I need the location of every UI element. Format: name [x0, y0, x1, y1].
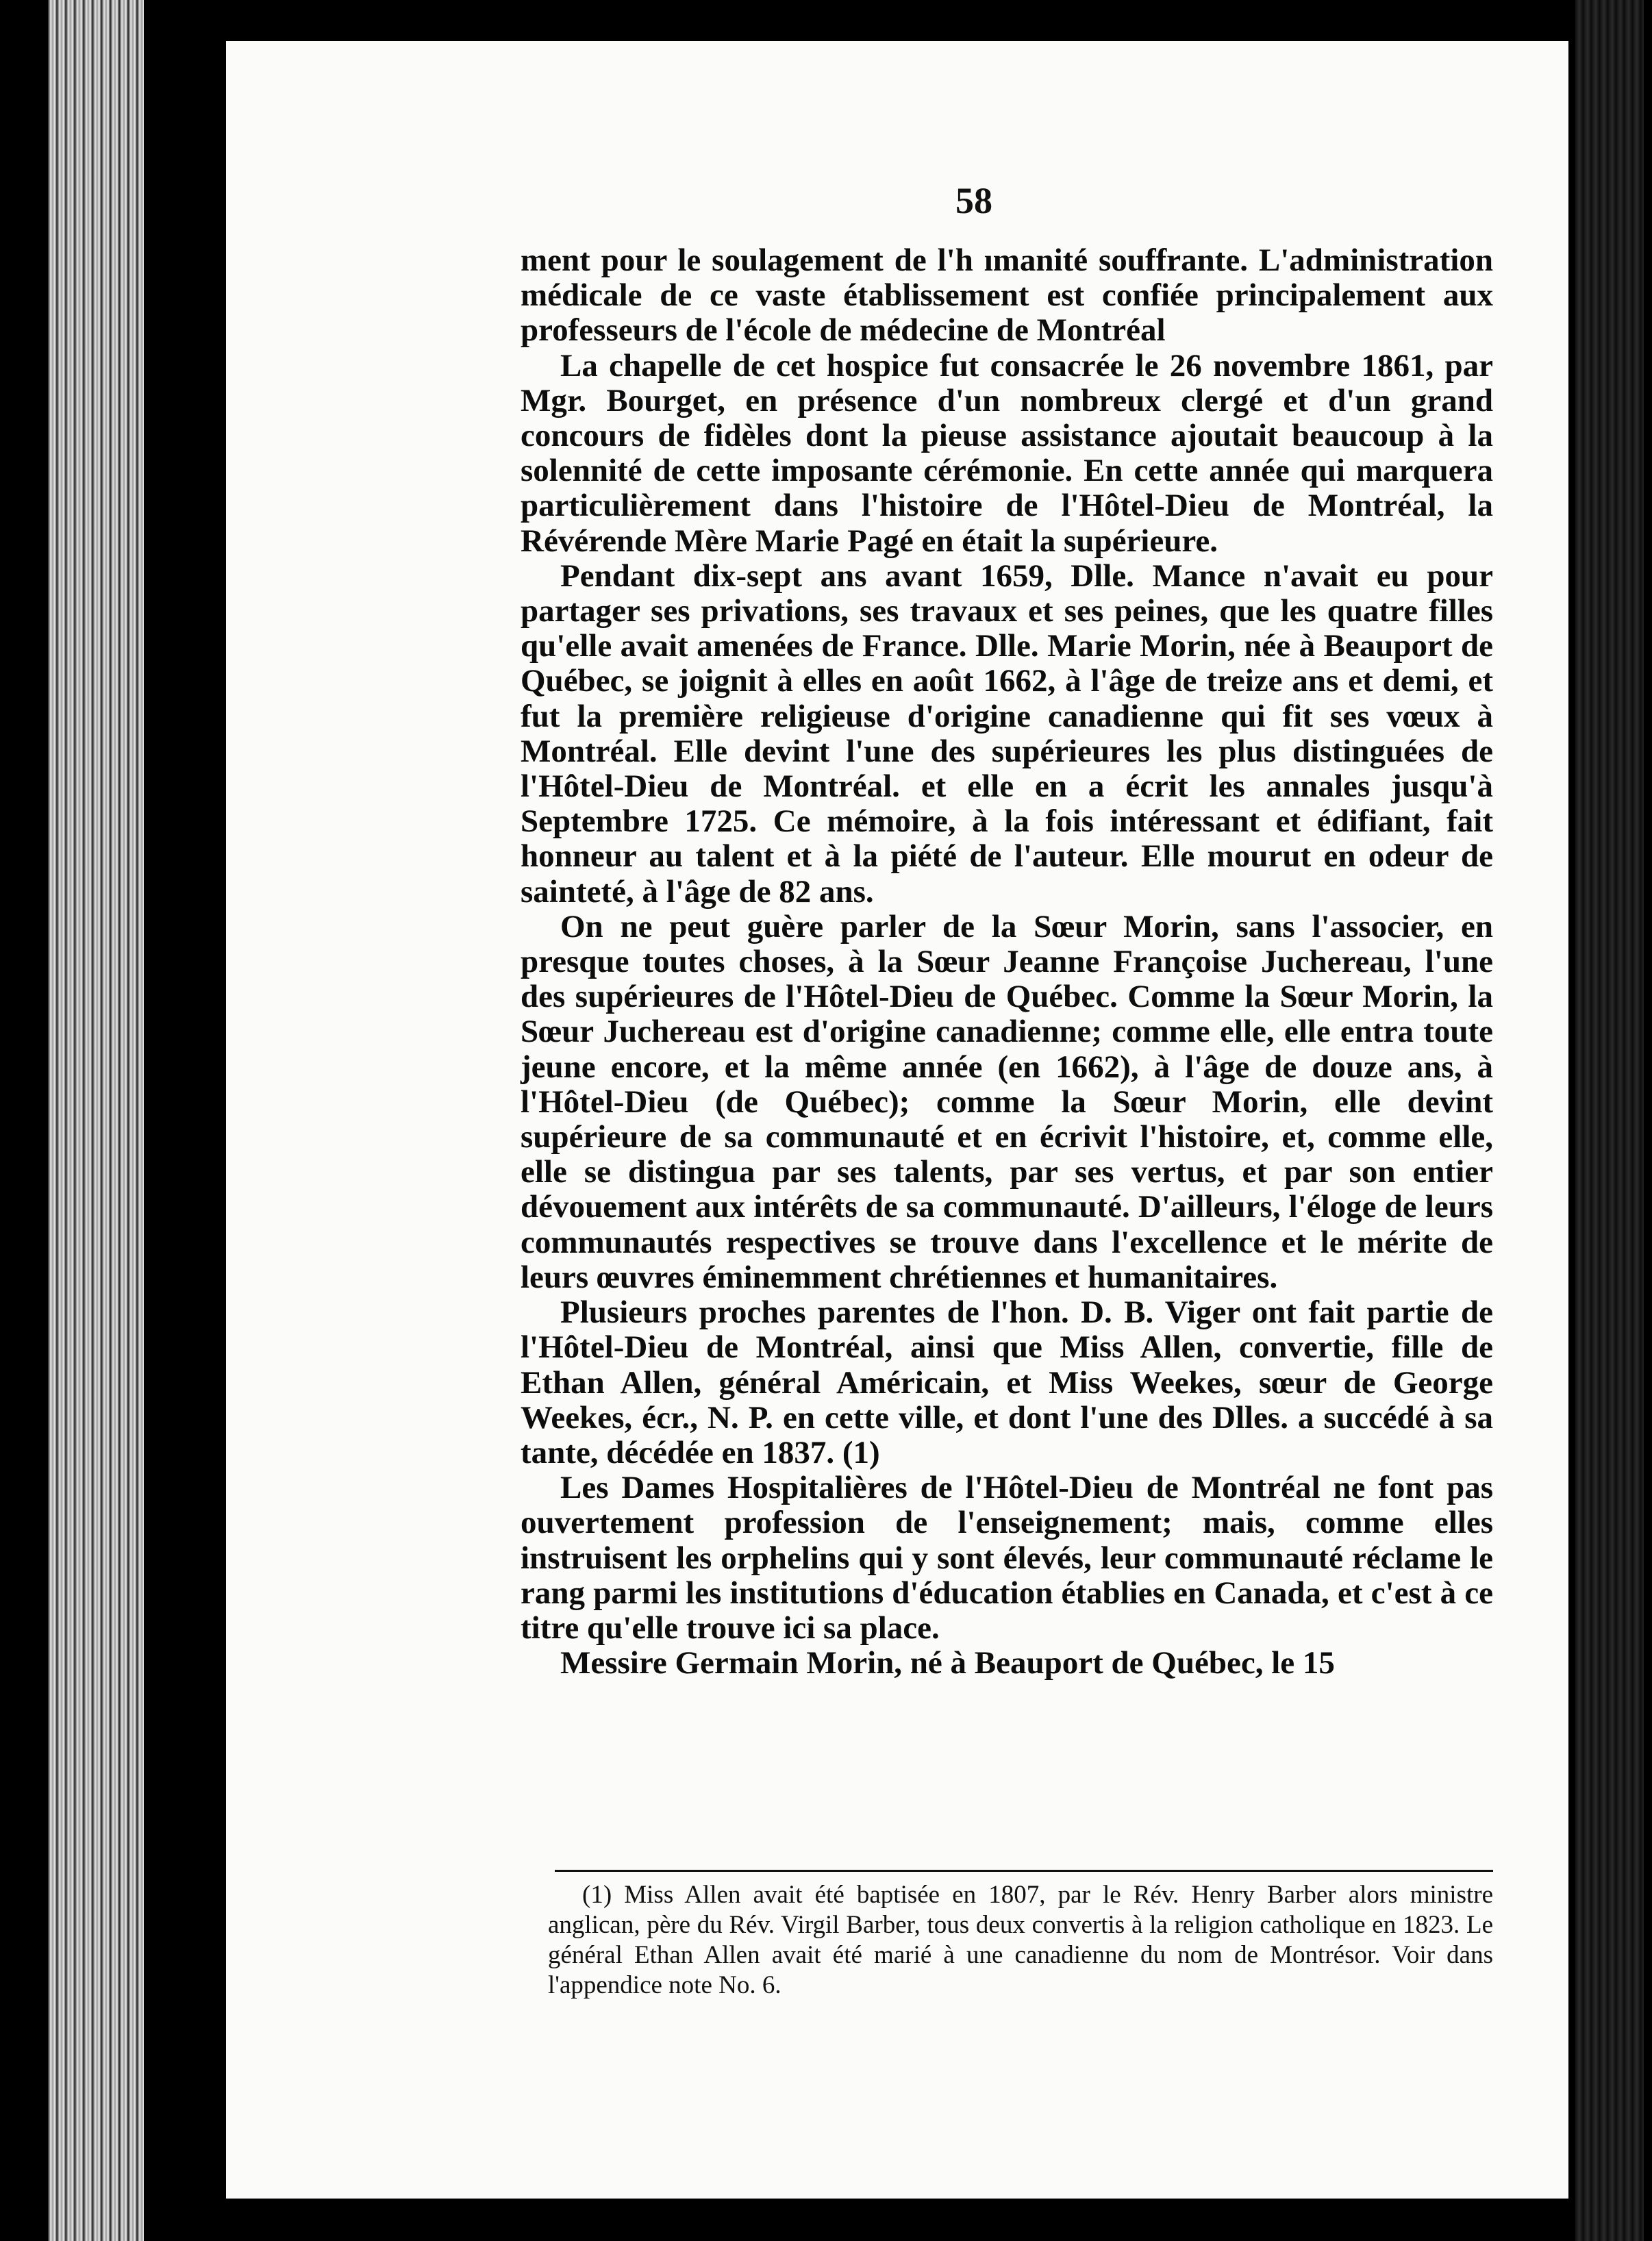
- book-background-right: [1575, 0, 1644, 2241]
- book-page-edges: [48, 0, 144, 2241]
- paragraph: Messire Germain Morin, né à Beauport de Québec, le 15: [560, 1645, 1335, 1681]
- footnote: [548, 1880, 1493, 2001]
- paragraph: On ne peut guère parler de la Sœur Morin, sans l'associer, en presque toutes choses, à la Sœur Jeanne Françoise Juchereau, l'une des supérieures de l'Hôtel-Dieu de Québec. Comme la Sœur Morin, la Sœur Juchereau est d'origine canadienne; comme elle, elle entra toute jeune encore, et la même année (en 1662), à l'âge de douze ans, à l'Hôtel-Dieu (de Québec); comme la Sœur Morin, elle devint supérieure de sa communauté et en écrivit l'histoire, et, comme elle, elle se distingua par ses talents, par ses vertus, et par son entier dévouement aux intérêts de sa communauté. D'ailleurs, l'éloge de leurs communautés respectives se trouve dans l'excellence et le mérite de leurs œuvres éminemment chrétiennes et humanitaires.: [521, 908, 1493, 1295]
- page-number: 58: [955, 180, 992, 221]
- paragraph: Pendant dix-sept ans avant 1659, Dlle. Mance n'avait eu pour partager ses privations, ses travaux et ses peines, que les quatre filles qu'elle avait amenées de France. Dlle. Marie Morin, née à Beauport de Québec, se joignit à elles en août 1662, à l'âge de treize ans et demi, et fut la première religieuse d'origine canadienne qui fit ses vœux à Montréal. Elle devint l'une des supérieures les plus distinguées de l'Hôtel-Dieu de Montréal. et elle en a écrit les annales jusqu'à Septembre 1725. Ce mémoire, à la fois intéressant et édifiant, fait honneur au talent et à la piété de l'auteur. Elle mourut en odeur de sainteté, à l'âge de 82 ans.: [521, 558, 1493, 910]
- body-text: [521, 243, 1493, 1681]
- footnote-divider: [555, 1870, 1493, 1872]
- paragraph: Plusieurs proches parentes de l'hon. D. B. Viger ont fait partie de l'Hôtel-Dieu de Montréal, ainsi que Miss Allen, convertie, fille de Ethan Allen, général Américain, et Miss Weekes, sœur de George Weekes, écr., N. P. en cette ville, et dont l'une des Dlles. a succédé à sa tante, décédée en 1837. (1): [521, 1294, 1493, 1470]
- paragraph: ment pour le soulagement de l'h ımanité souffrante. L'administration médicale de ce vaste établissement est confiée principalement aux professeurs de l'école de médecine de Montréal: [521, 242, 1493, 349]
- paragraph: Les Dames Hospitalières de l'Hôtel-Dieu de Montréal ne font pas ouvertement profession de l'enseignement; mais, comme elles instruisent les orphelins qui y sont élevés, leur communauté réclame le rang parmi les institutions d'éducation établies en Canada, et c'est à ce titre qu'elle trouve ici sa place.: [521, 1470, 1493, 1646]
- footnote-text: (1) Miss Allen avait été baptisée en 1807, par le Rév. Henry Barber alors ministre anglican, père du Rév. Virgil Barber, tous deux convertis à la religion catholique en 1823. Le général Ethan Allen avait été marié à une canadienne du nom de Montrésor. Voir dans l'appendice note No. 6.: [548, 1881, 1493, 1999]
- paragraph: La chapelle de cet hospice fut consacrée le 26 novembre 1861, par Mgr. Bourget, en présence d'un nombreux clergé et d'un grand concours de fidèles dont la pieuse assistance ajoutait beaucoup à la solennité de cette imposante cérémonie. En cette année qui marquera particulièrement dans l'histoire de l'Hôtel-Dieu de Montréal, la Révérende Mère Marie Pagé en était la supérieure.: [521, 347, 1493, 559]
